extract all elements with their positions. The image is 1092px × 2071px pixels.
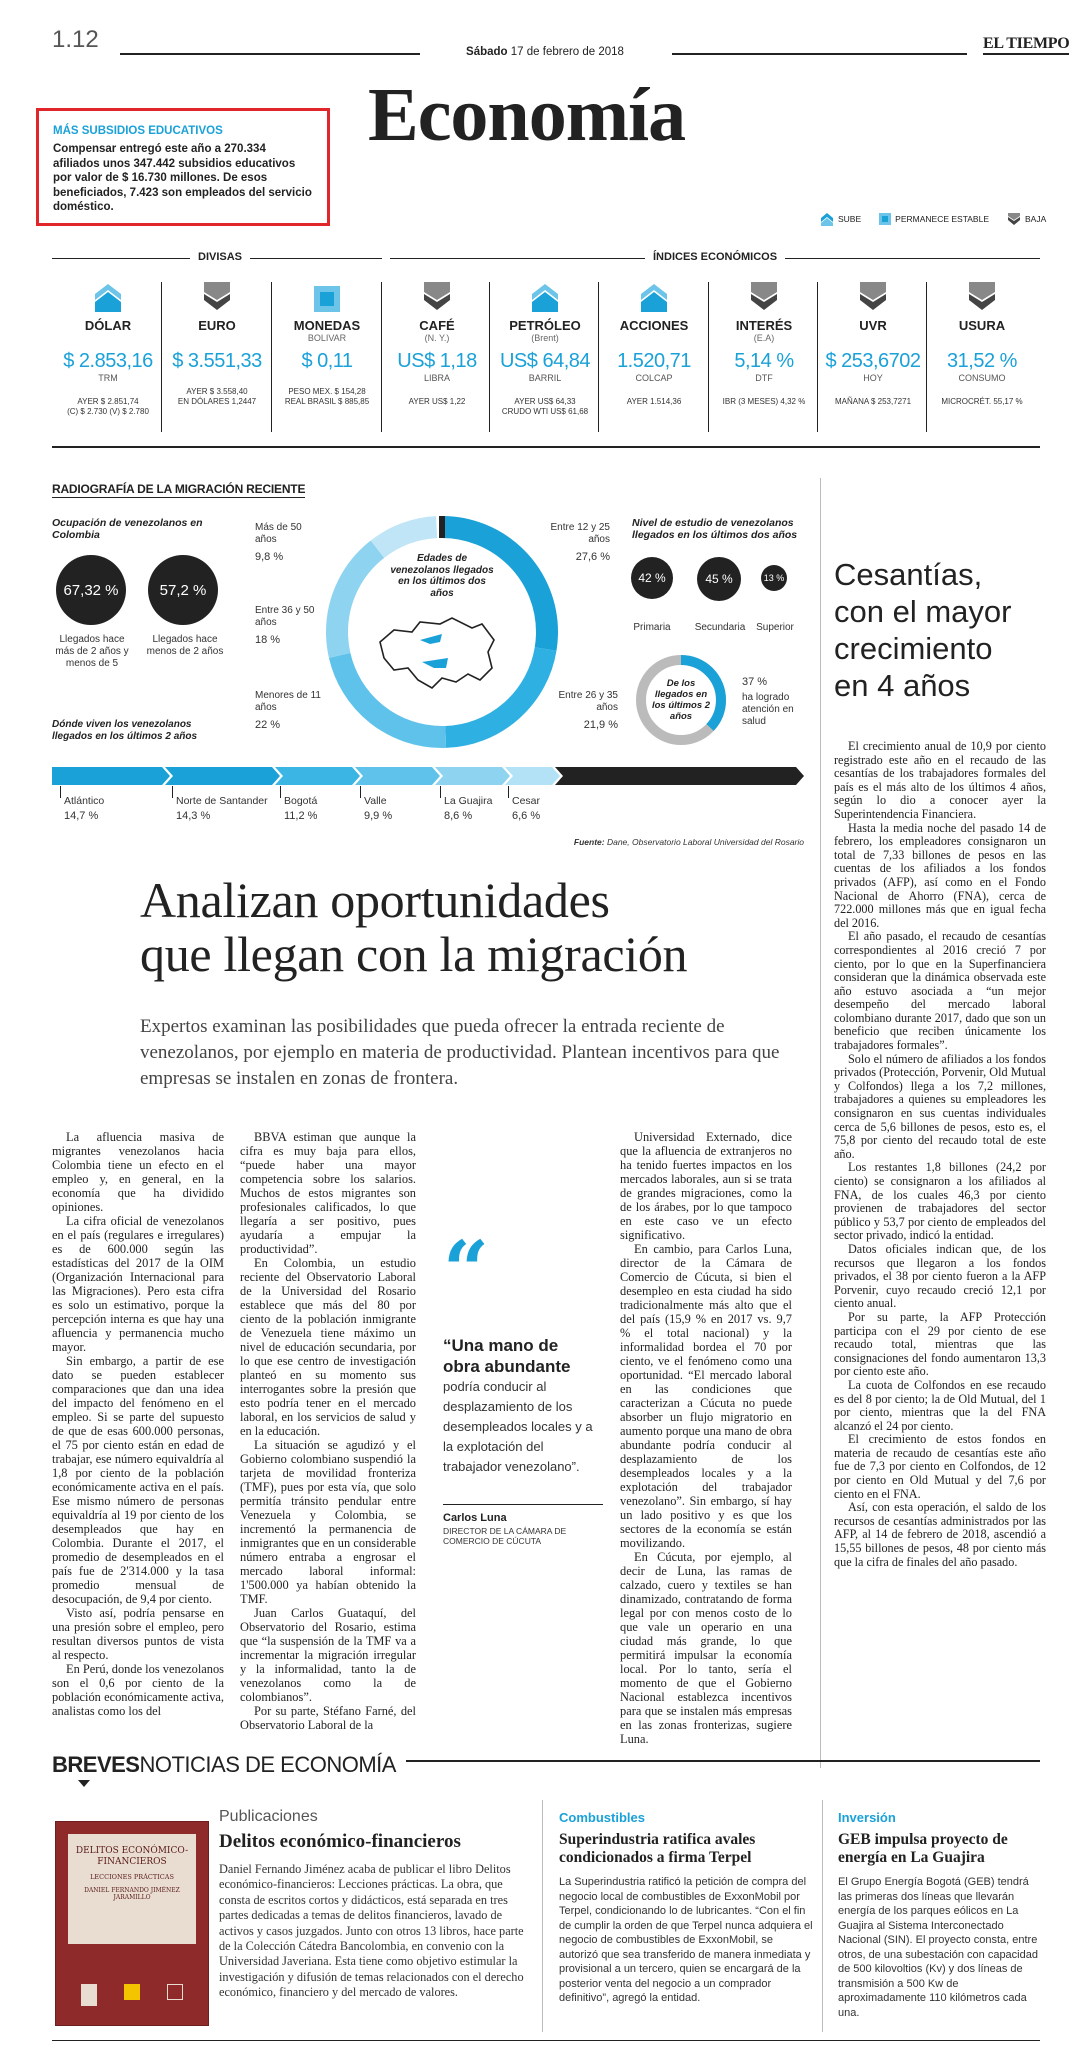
legend-stable: PERMANECE ESTABLE	[879, 213, 989, 225]
city-tick	[508, 786, 509, 798]
indicator-unit: CONSUMO	[958, 373, 1006, 383]
down-arrow-icon	[860, 282, 886, 312]
indicator-sub: (N. Y.)	[424, 333, 450, 343]
edu3-label: Superior	[756, 622, 794, 633]
indicator-sub	[928, 333, 1036, 344]
city-value: 6,6 %	[512, 810, 541, 822]
indicator-monedas	[273, 280, 381, 407]
indicator-foot: AYER US$ 64,33 CRUDO WTI US$ 61,68	[501, 397, 589, 416]
indicator-name: DÓLAR	[84, 318, 132, 333]
indicator-café	[383, 280, 491, 407]
occ2-label: Llegados hace menos de 2 años	[146, 634, 224, 657]
indicator-foot: MICROCRÉT. 55,17 %	[941, 397, 1023, 406]
legend-up: SUBE	[820, 212, 861, 226]
main-headline: Analizan oportunidades que llegan con la migración	[140, 872, 688, 982]
book-cover-image	[55, 1821, 209, 2026]
paragraph: En Colombia, un estudio reciente del Observatorio Laboral de la Universidad del Rosario establece que más del 80 por ciento de la población inmigrante de Venezuela tiene máximo un nivel de educación secundaria, por lo que ese centro de investigación planteó en su momento sus interrogantes sobre la presión que esto podría tener en el mercado laboral, en los servicios de salud y en la educación.	[240, 1256, 416, 1438]
newspaper-logo: EL TIEMPO	[983, 35, 1069, 55]
city-value: 11,2 %	[284, 810, 318, 822]
up-arrow-icon	[641, 282, 667, 312]
infographic-title: RADIOGRAFÍA DE LA MIGRACIÓN RECIENTE	[52, 482, 306, 496]
infographic-source: Fuente: Dane, Observatorio Laboral Universidad del Rosario	[573, 837, 804, 847]
indicator-divider	[489, 282, 490, 432]
city-value: 9,9 %	[364, 810, 393, 822]
page-number: 1.12	[52, 26, 99, 53]
city-tick	[60, 786, 61, 798]
section-title: Economía	[368, 73, 686, 157]
down-arrow-icon	[751, 282, 777, 312]
highlight-box	[36, 108, 330, 226]
book-cover-sub: LECCIONES PRÁCTICAS	[90, 1873, 174, 1881]
pull-quote-bold: “Una mano de obra abundante	[443, 1336, 571, 1376]
indicator-divider	[381, 282, 382, 432]
pull-quote-rule	[443, 1504, 603, 1505]
age-50-value: 9,8 %	[255, 551, 284, 563]
city-name: Bogotá	[284, 795, 318, 807]
indicator-value: $ 2.853,16	[63, 350, 153, 372]
city-item	[364, 794, 392, 824]
indicator-name: MONEDAS	[293, 318, 361, 333]
paragraph: Sin embargo, a partir de ese dato se pueden establecer comparaciones que dan una idea del impacto del fenómeno en el empleo. Si se parte del supuesto de que de esas 600.000 personas, el 75 por ciento están en edad de trabajar, ese número equivaldría al 1,8 por ciento de la población económicamente activa en el país. Ese mismo número de personas equivaldría al 19 por ciento de los desempleados que hay en Colombia. Durante el 2017, el promedio de desempleados en el país fue de 2'314.000 y la tasa promedio mensual de desocupación, de 9,4 por ciento.	[52, 1354, 224, 1606]
indicator-usura	[928, 280, 1036, 407]
bancolombia-logo-icon	[124, 1984, 140, 2000]
age-12-value: 27,6 %	[575, 551, 610, 563]
legend-down: BAJA	[1007, 212, 1046, 226]
indicator-sub	[600, 333, 708, 344]
paragraph: La cuota de Colfondos en ese recaudo es del 8 por ciento; la de Old Mutual, del 1 por ciento, mientras que la del FNA alcanzó el 24 por ciento.	[834, 1377, 1046, 1433]
age-11-value: 22 %	[255, 719, 281, 731]
occ2-circle: 57,2 %	[148, 555, 218, 625]
quote-role: DIRECTOR DE LA CÁMARA DE COMERCIO DE CÚCUTA	[443, 1526, 567, 1546]
paragraph: El crecimiento de estos fondos en materia de recaudo de cesantías este año fue de 7,3 por ciento en Colfondos, de 12 por ciento en Old Mutual y del 7,6 por ciento en el FNA.	[834, 1432, 1046, 1501]
indicator-foot: AYER 1.514,36	[626, 397, 682, 406]
age-11-label: Menores de 11 años	[255, 690, 321, 713]
paragraph: El crecimiento anual de 10,9 por ciento registrado este año en el recaudo de las cesantías de los trabajadores formales del país es el más alto de los últimos 4 años, según lo dio a conocer ayer la Superintendencia Financiera.	[834, 739, 1046, 821]
edu1-circle: 42 %	[631, 557, 673, 599]
edu2-label: Secundaria	[694, 622, 746, 633]
down-arrow-icon	[969, 282, 995, 312]
age-26-value: 21,9 %	[583, 719, 618, 731]
paragraph: Por su parte, Stéfano Farné, del Observatorio Laboral de la	[240, 1704, 416, 1732]
paragraph: Solo el número de afiliados a los fondos privados (Protección, Porvenir, Old Mutual y Colfondos) llega a los 7,2 millones, trabajadores a quienes su empleadores les consignaron en sus cuentas individuales cerca de 5,6 billones de pesos, esto es, el 75,8 por ciento del recaudo total de este año.	[834, 1051, 1046, 1161]
article-col-2	[240, 1130, 416, 1732]
pub-kicker: Publicaciones	[219, 1808, 318, 1825]
paragraph: Por su parte, la AFP Protección participa con el 29 por ciento de ese recaudo total, mientras que las consignaciones del fondo aumentaron 13,3 por ciento este año.	[834, 1309, 1046, 1379]
donut-title: Edades de venezolanos llegados en los últimos dos años	[390, 553, 494, 599]
indicator-acciones	[600, 280, 708, 407]
city-tick	[280, 786, 281, 798]
indicator-divider	[926, 282, 927, 432]
health-value: 37 %	[742, 676, 768, 688]
occupation-title: Ocupación de venezolanos en Colombia	[52, 517, 203, 541]
brief2-title: Superindustria ratifica avales condicionados a firma Terpel	[559, 1831, 756, 1866]
brief2-text: La Superindustria ratificó la petición de compra del negocio local de combustibles de ExxonMobil por Terpel, condicionando lo de lubricantes. “Con el fin de cumplir la orden de que Terpel nunca adquiera el negocio de combustibles de ExxonMobil, se autorizó que sea transferido de manera inmediata y provisional a un tercero, quien se encargará de la posterior venta del negocio a un comprador definitivo”, agregó la entidad.	[559, 1876, 813, 2004]
up-arrow-icon	[532, 282, 558, 312]
indicators-bottom-rule	[52, 446, 1040, 448]
city-item	[284, 794, 317, 824]
venezuela-map-icon	[380, 618, 494, 688]
up-arrow-icon	[95, 282, 121, 312]
down-arrow-icon	[204, 282, 230, 312]
paragraph: Universidad Externado, dice que la afluencia de extranjeros no ha tenido fuertes impactos en los mercados laborales, aun si se trata de grandes migraciones, como la de los árabes, por lo que tampoco en este caso ve un efecto significativo.	[620, 1130, 792, 1242]
paragraph: La afluencia masiva de migrantes venezolanos hacia Colombia tiene un efecto en el empleo y, en general, en la economía que ha dividido opiniones.	[52, 1130, 224, 1214]
article-col-3	[620, 1130, 792, 1746]
indicator-value: $ 253,6702	[825, 350, 921, 372]
indicator-value: 5,14 %	[734, 350, 794, 372]
indicator-interés	[710, 280, 818, 407]
edu3-circle: 13 %	[761, 565, 787, 591]
indicator-foot: AYER $ 2.851,74 (C) $ 2.730 (V) $ 2.780	[67, 397, 149, 416]
highlight-box-text: Compensar entregó este año a 270.334 afiliados unos 347.442 subsidios educativos por valor de $ 16.730 millones. De esos beneficiados, 7.423 son empleados del servicio doméstico.	[53, 143, 312, 213]
article-col-1	[52, 1130, 224, 1718]
health-center-text: De los llegados en los últimos 2 años	[651, 678, 711, 722]
side-article-body	[834, 740, 1046, 1569]
down-arrow-icon	[1007, 212, 1021, 226]
indicator-divider	[161, 282, 162, 432]
age-donut-chart	[322, 512, 562, 752]
cities-band	[52, 767, 804, 785]
paragraph: Juan Carlos Guataquí, del Observatorio del Rosario, estima que “la suspensión de la TMF va a incrementar la migración irregular y la informalidad, tanto la de venezolanos como la de colombianos”.	[240, 1606, 416, 1704]
book-cover-author: DANIEL FERNANDO JIMÉNEZ JARAMILLO	[84, 1887, 180, 1901]
javeriana-logo-icon	[167, 1984, 183, 2000]
breves-sep-1	[542, 1800, 543, 2032]
brief3-title: GEB impulsa proyecto de energía en La Guajira	[838, 1831, 1008, 1866]
indicator-value: US$ 64,84	[499, 350, 590, 372]
city-name: Valle	[364, 795, 387, 807]
page-bottom-rule	[52, 2040, 1040, 2041]
edu2-circle: 45 %	[697, 557, 741, 601]
city-value: 14,3 %	[176, 810, 211, 822]
quote-mark-icon: “	[443, 1223, 490, 1317]
indicator-value: 1.520,71	[617, 350, 691, 372]
paragraph: Así, con esta operación, el saldo de los recursos de cesantías administrados por las AFP, al 14 de febrero de 2018, ascendió a 15,55 billones de pesos, 48 por ciento más que la cifra de finales del año pasado.	[834, 1500, 1046, 1569]
quote-author: Carlos Luna	[443, 1512, 507, 1524]
paragraph: Hasta la media noche del pasado 14 de febrero, los empleadores consignaron un total de 7,33 billones de pesos en las cuentas de los afiliados a los fondos privados (AFP), así como en el Fondo Nacional de Ahorro (FNA), cerca de 722.000 millones más que en igual fecha del 2016.	[834, 820, 1046, 930]
indicator-value: 31,52 %	[947, 350, 1017, 372]
indicator-divider	[598, 282, 599, 432]
city-value: 8,6 %	[444, 810, 473, 822]
city-tick	[172, 786, 173, 798]
indicator-foot: IBR (3 MESES) 4,32 %	[722, 397, 806, 406]
infographic-separator	[820, 478, 821, 1768]
paragraph: Visto así, podría pensarse en una presión sobre el empleo, pero resultan diversos puntos de vista al respecto.	[52, 1606, 224, 1662]
indicator-value: US$ 1,18	[397, 350, 477, 372]
indices-label: ÍNDICES ECONÓMICOS	[645, 251, 785, 263]
paragraph: En Cúcuta, por ejemplo, al decir de Luna, las ramas de calzado, cuero y textiles se han dinamizado, contratando de forma legal por con menos costo de lo que vale un operario en una ciudad más grande, lo que permitirá impulsar la economía local. Por lo tanto, sería el momento de que el Gobierno Nacional establezca incentivos para que se instalen más empresas en las zonas fronterizas, sugiere Luna.	[620, 1550, 792, 1746]
age-26-label: Entre 26 y 35 años	[558, 690, 618, 713]
indicator-divider	[817, 282, 818, 432]
city-name: Norte de Santander	[176, 795, 268, 807]
paragraph: En Perú, donde los venezolanos son el 0,6 por ciento de la población económicamente activa, analistas como los del	[52, 1662, 224, 1718]
city-name: Atlántico	[64, 795, 105, 807]
city-name: La Guajira	[444, 795, 493, 807]
pub-text: Daniel Fernando Jiménez acaba de publicar el libro Delitos económico-financieros: Lecciones prácticas. La obra, que consta de escritos cortos y didácticos, está separada en tres partes dedicadas a temas de delitos financieros, lavado de activos y casos juzgados. Junto con otros 13 libros, hace parte de la Colección Cátedra Bancolombia, en convenio con la Universidad Javeriana. Esta tiene como objetivo estimular la investigación y difusión de temas relacionados con el derecho económico, financiero y del mercado de valores.	[219, 1862, 524, 2000]
divisas-label: DIVISAS	[190, 251, 250, 263]
indicator-foot: MAÑANA $ 253,7271	[834, 397, 912, 406]
stable-square-icon	[314, 286, 340, 312]
indicator-unit: TRM	[98, 373, 118, 383]
breves-header: BREVESNOTICIAS DE ECONOMÍA	[52, 1752, 406, 1778]
education-title: Nivel de estudio de venezolanos llegados en los últimos dos años	[632, 517, 798, 541]
indicator-petróleo	[491, 280, 599, 417]
indicator-sub: (Brent)	[531, 333, 559, 343]
indicator-foot: PESO MEX. $ 154,28 REAL BRASIL $ 885,85	[284, 387, 370, 406]
city-value: 14,7 %	[64, 810, 99, 822]
indicator-sub: BOLIVAR	[307, 333, 347, 343]
paragraph: BBVA estiman que aunque la cifra es muy baja para ellos, “puede haber una mayor competencia sobre los salarios. Muchos de estos migrantes son profesionales calificados, lo que llegaría a ser positivo, pues ayudaría a empujar la productividad”.	[240, 1130, 416, 1256]
indicator-sub: (E.A)	[753, 333, 775, 343]
health-label: ha logrado atención en salud	[742, 692, 794, 727]
occ1-label: Llegados hace más de 2 años y menos de 5	[55, 634, 129, 669]
paragraph: El año pasado, el recaudo de cesantías correspondientes al 2016 creció 7 por ciento, por lo que en la Superfinanciera consideran que la dinámica observada este año estuvo asociada a “un mejor desempeño del mercado laboral colombiano durante 2017, dado que son un beneficio que reciben únicamente los trabajadores formales”.	[834, 929, 1046, 1053]
header-rule-left	[120, 53, 420, 55]
indicator-unit: DTF	[755, 373, 773, 383]
indicator-euro	[163, 280, 271, 407]
pull-quote-rest: podría conducir al desplazamiento de los desempleados locales y a la explotación del trabajador venezolano”.	[443, 1379, 593, 1474]
city-item	[64, 794, 104, 824]
indicator-name: EURO	[198, 318, 236, 333]
age-36-value: 18 %	[255, 634, 281, 646]
edu1-label: Primaria	[633, 622, 671, 633]
age-36-label: Entre 36 y 50 años	[255, 605, 315, 628]
indicator-sub	[163, 333, 271, 344]
down-arrow-icon	[424, 282, 450, 312]
indicator-name: INTERÉS	[735, 318, 793, 333]
indicator-unit: LIBRA	[423, 373, 450, 383]
paragraph: La cifra oficial de venezolanos en el país (regulares e irregulares) es de 600.000 según las estadísticas del 2017 de la OIM (Organización Internacional para las Migraciones). Pero esta cifra es solo un estimativo, porque la percepción interna es que hay una afluencia y permanencia mucho mayor.	[52, 1214, 224, 1354]
paragraph: Datos oficiales indican que, de los recursos que llegaron a los fondos privados, el 38 por ciento fueron a la AFP Porvenir, cuyo recaudo creció 12,1 por ciento anual.	[834, 1241, 1046, 1311]
side-headline: Cesantías, con el mayor crecimiento en 4 años	[834, 557, 1012, 703]
indicator-value: $ 0,11	[301, 350, 353, 372]
highlight-box-title: MÁS SUBSIDIOS EDUCATIVOS	[53, 125, 223, 137]
where-title: Dónde viven los venezolanos llegados en los últimos 2 años	[52, 719, 198, 742]
city-tick	[440, 786, 441, 798]
indicator-dólar	[54, 280, 162, 417]
stable-square-icon	[879, 213, 891, 225]
breves-pointer	[78, 1780, 90, 1787]
city-item	[176, 794, 268, 824]
breves-sep-2	[822, 1800, 823, 2032]
header-date: Sábado 17 de febrero de 2018	[466, 46, 624, 58]
publisher-logo-icon	[81, 1984, 97, 2006]
indicator-name: PETRÓLEO	[509, 318, 581, 333]
up-arrow-icon	[820, 212, 834, 226]
city-item	[512, 794, 540, 824]
indicator-sub	[54, 333, 162, 344]
brief3-text: El Grupo Energía Bogotá (GEB) tendrá las primeras dos líneas que llevarán energía de los parques eólicos en La Guajira al Sistema Interconectado Nacional (SIN). El proyecto consta, entre otros, de una subestación con capacidad de 500 kilovoltios (Kv) y dos líneas de transmisión a 500 Kw de aproximadamente 110 kilómetros cada una.	[838, 1876, 1038, 2019]
indicator-name: ACCIONES	[619, 318, 689, 333]
city-item	[444, 794, 492, 824]
indicator-divider	[708, 282, 709, 432]
age-12-label: Entre 12 y 25 años	[550, 522, 610, 545]
city-tick	[360, 786, 361, 798]
trend-legend	[820, 212, 1050, 226]
indicator-name: USURA	[958, 318, 1006, 333]
occ1-circle: 67,32 %	[56, 555, 126, 625]
indicator-unit: BARRIL	[528, 373, 562, 383]
indicator-sub	[819, 333, 927, 344]
paragraph: Los restantes 1,8 billones (24,2 por ciento) se consignaron a los afiliados al FNA, de los cuales 46,3 por ciento provienen de trabajadores del sector público y 53,7 por ciento de empleados del sector privado, indicó la entidad.	[834, 1160, 1046, 1243]
pub-title: Delitos económico-financieros	[219, 1831, 461, 1852]
paragraph: La situación se agudizó y el Gobierno colombiano suspendió la tarjeta de movilidad fronteriza (TMF), pues por esta vía, que solo permitía tránsito pendular entre Venezuela y Colombia, se incrementó la permanencia de inmigrantes que en un considerable número entraba a engrosar el mercado laboral informal: 1'500.000 ya habían obtenido la TMF.	[240, 1438, 416, 1606]
paragraph: En cambio, para Carlos Luna, director de la Cámara de Comercio de Cúcuta, si bien el desempleo en esta ciudad ha sido tradicionalmente más alto que el del país (15,9 % en 2017 vs. 9,7 % el total nacional) y la informalidad bordea el 70 por ciento, ve el fenómeno como una oportunidad. “El mercado laboral en las condiciones que caracterizan a Cúcuta no puede absorber un flujo migratorio en aumento porque una mano de obra abundante podría conducir al desplazamiento de los desempleados locales y a la explotación del trabajador venezolano”. Sin embargo, sí hay un lado positivo y es que los sectores de la economía se están movilizando.	[620, 1242, 792, 1550]
main-dek: Expertos examinan las posibilidades que pueda ofrecer la entrada reciente de venezolanos, por ejemplo en materia de productividad. Plantean incentivos para que empresas se instalen en zonas de frontera.	[140, 1016, 780, 1089]
indicator-unit: HOY	[863, 373, 883, 383]
indicator-name: UVR	[859, 318, 887, 333]
indicator-value: $ 3.551,33	[172, 350, 262, 372]
indicator-divider	[271, 282, 272, 432]
indicator-foot: AYER US$ 1,22	[408, 397, 466, 406]
book-cover-title: DELITOS ECONÓMICO-FINANCIEROS	[75, 1846, 189, 1867]
age-50-label: Más de 50 años	[255, 522, 302, 545]
indicator-foot: AYER $ 3.558,40 EN DÓLARES 1,2447	[177, 387, 257, 406]
indicator-name: CAFÉ	[419, 318, 455, 333]
pull-quote	[443, 1335, 593, 1477]
header-rule-right	[672, 53, 967, 55]
brief3-kicker: Inversión	[838, 1810, 896, 1825]
indicator-uvr	[819, 280, 927, 407]
brief2-kicker: Combustibles	[559, 1810, 645, 1825]
city-name: Cesar	[512, 795, 541, 807]
indicator-unit: COLCAP	[635, 373, 673, 383]
